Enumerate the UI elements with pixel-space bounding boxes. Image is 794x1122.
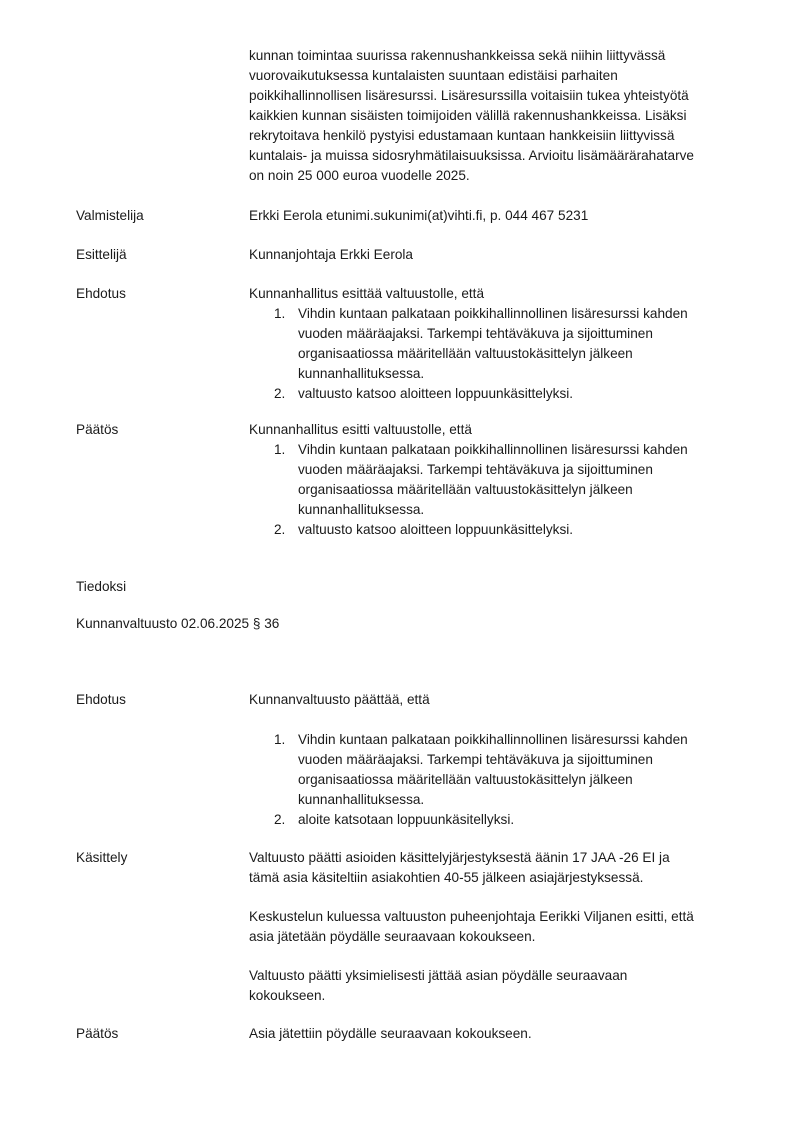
ehdotus-lead: Kunnanvaltuusto päättää, että [249, 692, 430, 707]
list-number: 2. [274, 386, 286, 401]
esittelija-value [249, 245, 737, 265]
list-number: 1. [274, 732, 286, 747]
list-item-line: valtuusto katsoo aloitteen loppuunkäsittelyksi. [298, 386, 574, 401]
list-item [249, 304, 737, 384]
ehdotus-label: Ehdotus [76, 692, 126, 707]
list-item-line: Vihdin kuntaan palkataan poikkihallinnollinen lisäresurssi kahden [298, 306, 688, 321]
list-number: 1. [274, 306, 286, 321]
list-item [249, 384, 737, 404]
list-item-line: vuoden määräajaksi. Tarkempi tehtäväkuva ja sijoittuminen [298, 752, 653, 767]
kasittely-paragraph [249, 907, 737, 947]
list-item-line: vuoden määräajaksi. Tarkempi tehtäväkuva ja sijoittuminen [298, 326, 653, 341]
list-item-line: kunnanhallituksessa. [298, 366, 425, 381]
paragraph-line: kokoukseen. [249, 988, 326, 1003]
list-item-line: organisaatiossa määritellään valtuustokäsittelyn jälkeen [298, 482, 633, 497]
paatos-label: Päätös [76, 1026, 119, 1041]
esittelija-text: Kunnanjohtaja Erkki Eerola [249, 247, 413, 262]
intro-line: kunnan toimintaa suurissa rakennushankkeissa sekä niihin liittyvässä [249, 48, 666, 63]
paragraph-line: Keskustelun kuluessa valtuuston puheenjohtaja Eerikki Viljanen esitti, että [249, 909, 694, 924]
list-item-line: valtuusto katsoo aloitteen loppuunkäsittelyksi. [298, 522, 574, 537]
meeting-heading: Kunnanvaltuusto 02.06.2025 § 36 [76, 616, 280, 631]
list-number: 2. [274, 522, 286, 537]
kasittely-section [249, 848, 737, 1006]
list-item-line: organisaatiossa määritellään valtuustokäsittelyn jälkeen [298, 346, 633, 361]
ehdotus-section [249, 284, 737, 404]
list-item [249, 810, 737, 830]
valmistelija-value [249, 206, 737, 226]
list-item-line: Vihdin kuntaan palkataan poikkihallinnollinen lisäresurssi kahden [298, 732, 688, 747]
intro-line: vuorovaikutuksessa kuntalaisten suuntaan edistäisi parhaiten [249, 68, 618, 83]
kasittely-paragraph [249, 848, 737, 888]
intro-line: kaikkien kunnan sisäisten toimijoiden välillä rakennushankkeissa. Lisäksi [249, 108, 687, 123]
list-item-line: kunnanhallituksessa. [298, 792, 425, 807]
ehdotus-label: Ehdotus [76, 286, 126, 301]
paragraph-line: asia jätetään pöydälle seuraavaan kokoukseen. [249, 929, 536, 944]
paragraph-line: Valtuusto päätti asioiden käsittelyjärjestyksestä äänin 17 JAA -26 EI ja [249, 850, 670, 865]
paatos-list [249, 440, 737, 540]
list-number: 2. [274, 812, 286, 827]
ehdotus-list [249, 730, 737, 830]
esittelija-label: Esittelijä [76, 247, 127, 262]
ehdotus-list [249, 304, 737, 404]
paragraph-line: tämä asia käsiteltiin asiakohtien 40-55 jälkeen asiajärjestyksessä. [249, 870, 644, 885]
kasittely-label: Käsittely [76, 850, 128, 865]
list-item [249, 520, 737, 540]
valmistelija-label: Valmistelija [76, 208, 144, 223]
list-item-line: kunnanhallituksessa. [298, 502, 425, 517]
intro-paragraph [249, 46, 737, 186]
list-item-line: Vihdin kuntaan palkataan poikkihallinnollinen lisäresurssi kahden [298, 442, 688, 457]
paatos-section [249, 1024, 737, 1044]
paatos-label: Päätös [76, 422, 119, 437]
list-item-line: aloite katsotaan loppuunkäsitellyksi. [298, 812, 515, 827]
paatos-text: Asia jätettiin pöydälle seuraavaan kokoukseen. [249, 1026, 532, 1041]
intro-line: rekrytoitava henkilö pystyisi edustamaan kuntaan hankkeisiin liittyvissä [249, 128, 675, 143]
kasittely-paragraph [249, 966, 737, 1006]
intro-line: on noin 25 000 euroa vuodelle 2025. [249, 168, 470, 183]
paatos-lead: Kunnanhallitus esitti valtuustolle, että [249, 422, 472, 437]
list-item [249, 730, 737, 810]
ehdotus-lead: Kunnanhallitus esittää valtuustolle, että [249, 286, 485, 301]
list-item-line: organisaatiossa määritellään valtuustokäsittelyn jälkeen [298, 772, 633, 787]
list-number: 1. [274, 442, 286, 457]
list-item [249, 440, 737, 520]
valmistelija-text: Erkki Eerola etunimi.sukunimi(at)vihti.fi, p. 044 467 5231 [249, 208, 589, 223]
paatos-section [249, 420, 737, 540]
paragraph-line: Valtuusto päätti yksimielisesti jättää asian pöydälle seuraavaan [249, 968, 628, 983]
intro-line: kuntalais- ja muissa sidosryhmätilaisuuksissa. Arvioitu lisämäärärahatarve [249, 148, 694, 163]
intro-line: poikkihallinnollisen lisäresurssi. Lisäresurssilla voitaisiin tukea yhteistyötä [249, 88, 689, 103]
list-item-line: vuoden määräajaksi. Tarkempi tehtäväkuva ja sijoittuminen [298, 462, 653, 477]
ehdotus-section [249, 690, 737, 830]
tiedoksi-label: Tiedoksi [76, 579, 127, 594]
